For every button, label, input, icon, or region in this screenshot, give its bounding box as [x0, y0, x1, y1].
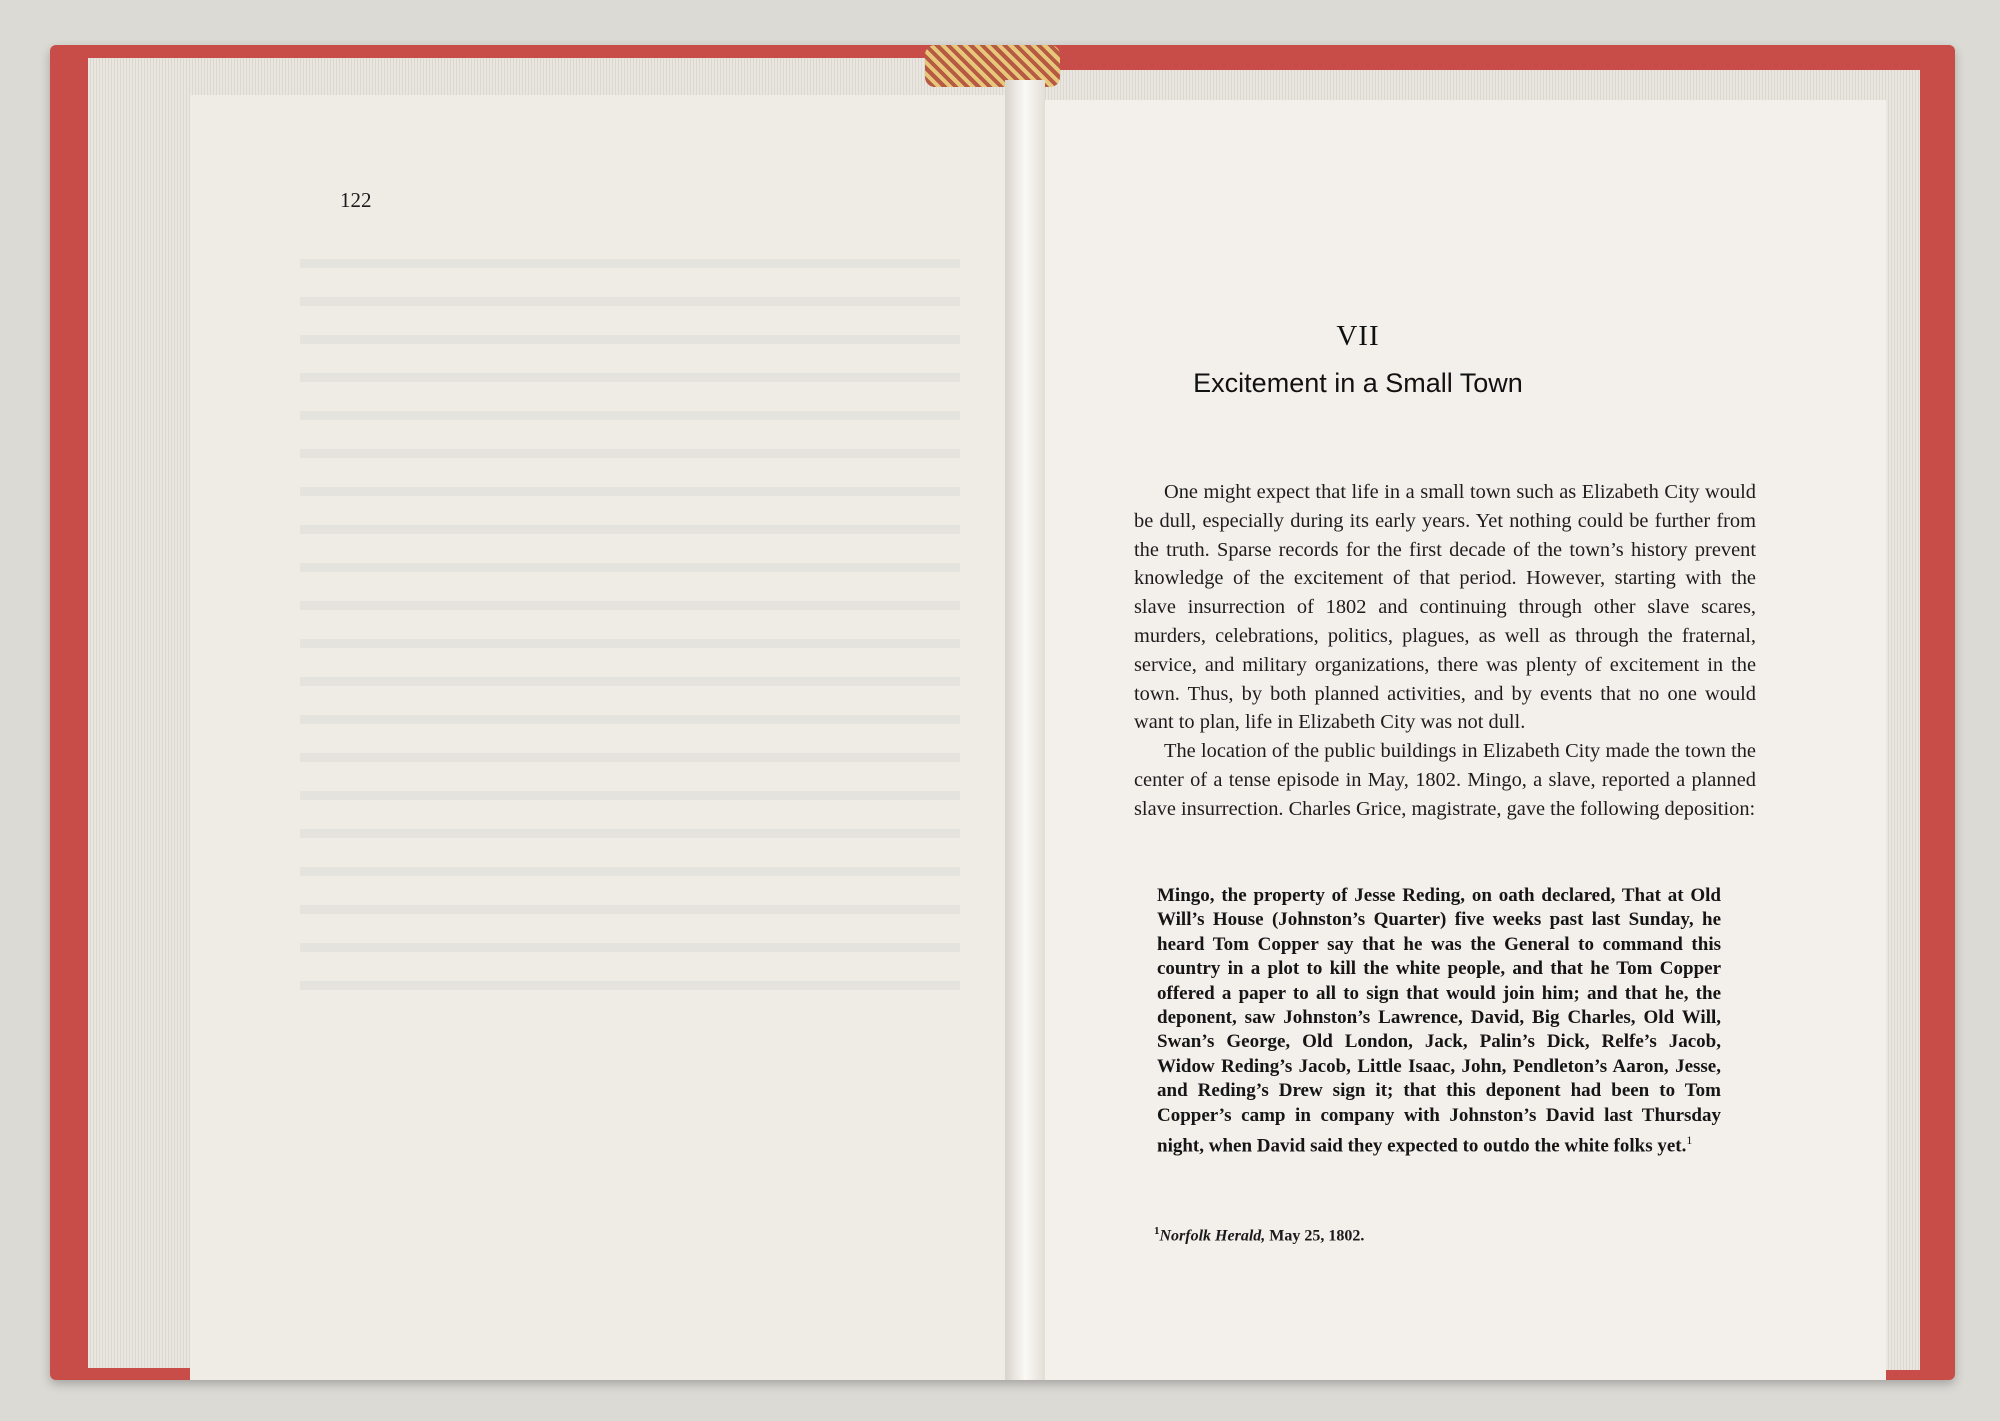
chapter-body — [1134, 478, 1756, 824]
footnote-source: Norfolk Herald, — [1159, 1227, 1266, 1245]
chapter-number: VII — [1336, 320, 1380, 352]
book-gutter — [1005, 80, 1045, 1380]
chapter-title: Excitement in a Small Town — [1193, 368, 1523, 398]
footnote-reference: 1 — [1686, 1133, 1693, 1148]
page-number: 122 — [340, 188, 372, 212]
left-page-show-through — [300, 230, 960, 990]
deposition-text: Mingo, the property of Jesse Reding, on oath declared, That at Old Will’s House (Johnston’s Quarter) five weeks past last Sunday, he heard Tom Copper say that he was the General to command this country in a plot to kill the white people, and that he Tom Copper offered a paper to all to sign that would join him; and that he, the deponent, saw Johnston’s Lawrence, David, Big Charles, Old Will, Swan’s George, Old London, Jack, Palin’s Dick, Relfe’s Jacob, Widow Reding’s Jacob, Little Isaac, John, Pendleton’s Aaron, Jesse, and Reding’s Drew sign it; that this deponent had been to Tom Copper’s camp in company with Johnston’s David last Thursday night, when David said they expected to outdo the white folks yet. — [1157, 885, 1721, 1157]
deposition-quote — [1157, 884, 1721, 1159]
footnote-marker: 1 — [1154, 1225, 1160, 1237]
paragraph: The location of the public buildings in Elizabeth City made the town the center of a tense episode in May, 1802. Mingo, a slave, reported a planned slave insurrection. Charles Grice, magistrate, gave the following deposition: — [1134, 740, 1756, 820]
footnote — [1154, 1225, 1364, 1245]
footnote-date: May 25, 1802. — [1265, 1227, 1365, 1245]
paragraph: One might expect that life in a small town such as Elizabeth City would be dull, especially during its early years. Yet nothing could be further from the truth. Sparse records for the first decade of the town’s history prevent knowledge of the excitement of that period. However, starting with the slave insurrection of 1802 and continuing through other slave scares, murders, celebrations, politics, plagues, as well as through the fraternal, service, and military organizations, there was plenty of excitement in the town. Thus, by both planned activities, and by events that no one would want to plan, life in Elizabeth City was not dull. — [1134, 481, 1756, 734]
